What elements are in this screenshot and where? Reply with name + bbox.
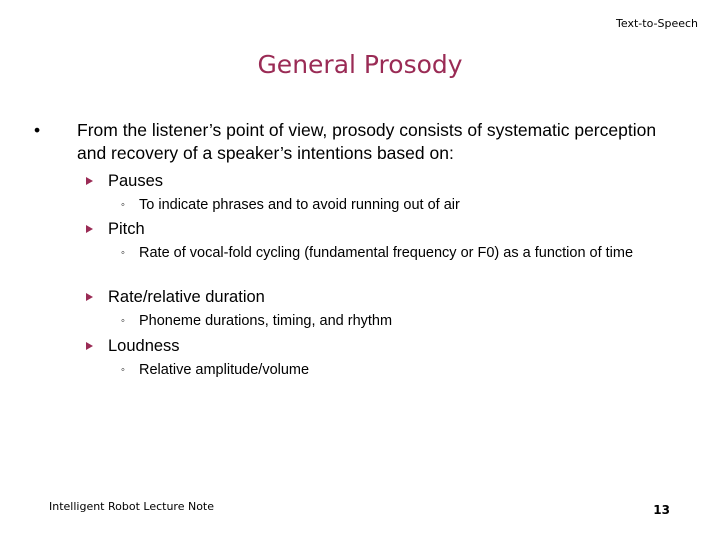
circle-bullet-icon: ◦ — [121, 199, 125, 211]
circle-bullet-icon: ◦ — [121, 364, 125, 376]
bullet-icon: • — [34, 120, 41, 140]
list-item-label: Rate/relative duration — [108, 288, 265, 306]
triangle-bullet-icon — [86, 225, 93, 233]
list-item-label: Loudness — [108, 337, 180, 355]
list-item-label: Pitch — [108, 220, 145, 238]
sub-item-text: To indicate phrases and to avoid running out of air — [139, 197, 460, 213]
sub-item-text: Rate of vocal-fold cycling (fundamental frequency or F0) as a function of time — [139, 245, 634, 261]
page-number: 13 — [653, 503, 670, 517]
triangle-bullet-icon — [86, 342, 93, 350]
header-label: Text-to-Speech — [616, 17, 698, 30]
triangle-bullet-icon — [86, 177, 93, 185]
footer-course-name: Intelligent Robot Lecture Note — [49, 500, 215, 513]
list-item-label: Pauses — [108, 172, 164, 190]
sub-item-text: Phoneme durations, timing, and rhythm — [139, 313, 393, 329]
circle-bullet-icon: ◦ — [121, 247, 125, 259]
slide-title: General Prosody — [257, 50, 463, 79]
sub-item-text: Relative amplitude/volume — [139, 362, 310, 378]
circle-bullet-icon: ◦ — [121, 315, 125, 327]
intro-text: From the listener’s point of view, prosody consists of systematic perception and recovery of a speaker’s intentions based on: — [77, 120, 657, 163]
triangle-bullet-icon — [86, 293, 93, 301]
